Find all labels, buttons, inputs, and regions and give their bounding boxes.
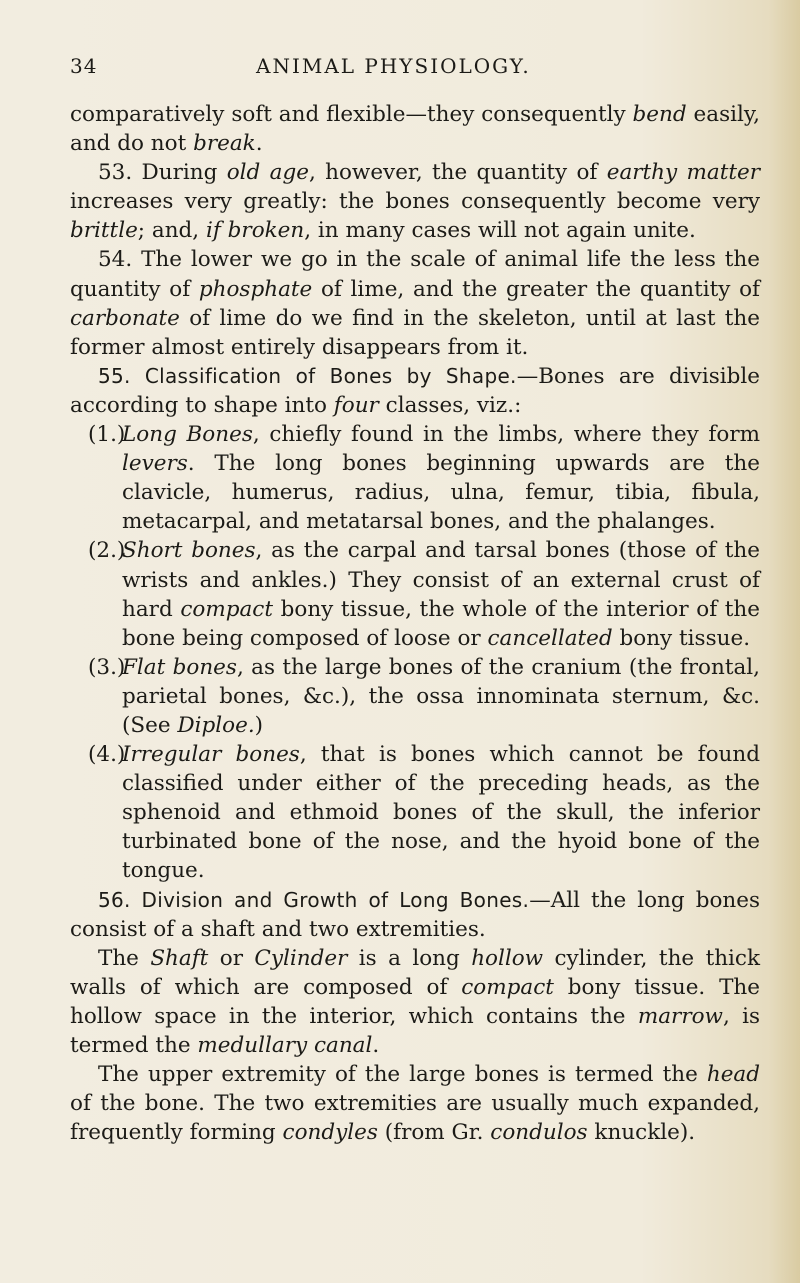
paragraph-number: 54. xyxy=(98,247,133,273)
paragraph-shaft: The Shaft or Cylinder is a long hollow cylinder, the thick walls of which are composed of compact bony tissue. The hollow space in the interior, which contains the marrow, is termed the medullary canal. xyxy=(70,945,760,1058)
list-item-long-bones: (1.)Long Bones, chiefly found in the limbs, where they form levers. The long bones beginning upwards are the clavicle, humerus, radius, ulna, femur, tibia, fibula, metacarpal, and metatarsal bones, and the phalanges. xyxy=(88,422,760,535)
paragraph-53: 53. During old age, however, the quantity of earthy matter increases very greatly: the bones consequently become very brittle; and, if broken, in many cases will not again unite. xyxy=(70,160,760,244)
section-heading: 56. Division and Growth of Long Bones. xyxy=(98,887,530,912)
paragraph-head: The upper extremity of the large bones is termed the head of the bone. The two extremities are usually much expanded, frequently forming condyles (from Gr. condulos knuckle). xyxy=(70,1062,760,1146)
running-head: ANIMAL PHYSIOLOGY. xyxy=(256,54,531,78)
list-item-irregular-bones: (4.)Irregular bones, that is bones which cannot be found classified under either of the preceding heads, as the sphenoid and ethmoid bones of the skull, the inferior turbinated bone of the nose, and the hyoid bone of the tongue. xyxy=(88,742,761,884)
list-number: (3.) xyxy=(88,654,126,680)
list-item-flat-bones: (3.)Flat bones, as the large bones of the cranium (the frontal, parietal bones, &c.), the ossa innominata sternum, &c. (See Diploe.) xyxy=(88,654,760,738)
section-heading: 55. Classification of Bones by Shape. xyxy=(98,363,517,388)
paragraph-56: 56. Division and Growth of Long Bones.—All the long bones consist of a shaft and two extremities. xyxy=(70,887,761,942)
page-number: 34 xyxy=(70,54,98,78)
paragraph-55: 55. Classification of Bones by Shape.—Bones are divisible according to shape into four classes, viz.: xyxy=(70,363,760,418)
paragraph-54: 54. The lower we go in the scale of animal life the less the quantity of phosphate of lime, and the greater the quantity of carbonate of lime do we find in the skeleton, until at last the former almost entirely disappears from it. xyxy=(70,247,760,360)
list-number: (4.) xyxy=(88,742,126,768)
list-item-short-bones: (2.)Short bones, as the carpal and tarsal bones (those of the wrists and ankles.) They consist of an external crust of hard compact bony tissue, the whole of the interior of the bone being composed of loose or cancellated bony tissue. xyxy=(88,538,761,651)
list-number: (1.) xyxy=(88,422,126,448)
paragraph-continued: comparatively soft and flexible—they consequently bend easily, and do not break. xyxy=(70,102,760,157)
paragraph-number: 53. xyxy=(98,160,133,186)
page-header xyxy=(0,54,800,84)
body-text xyxy=(70,100,760,1147)
list-number: (2.) xyxy=(88,538,126,564)
